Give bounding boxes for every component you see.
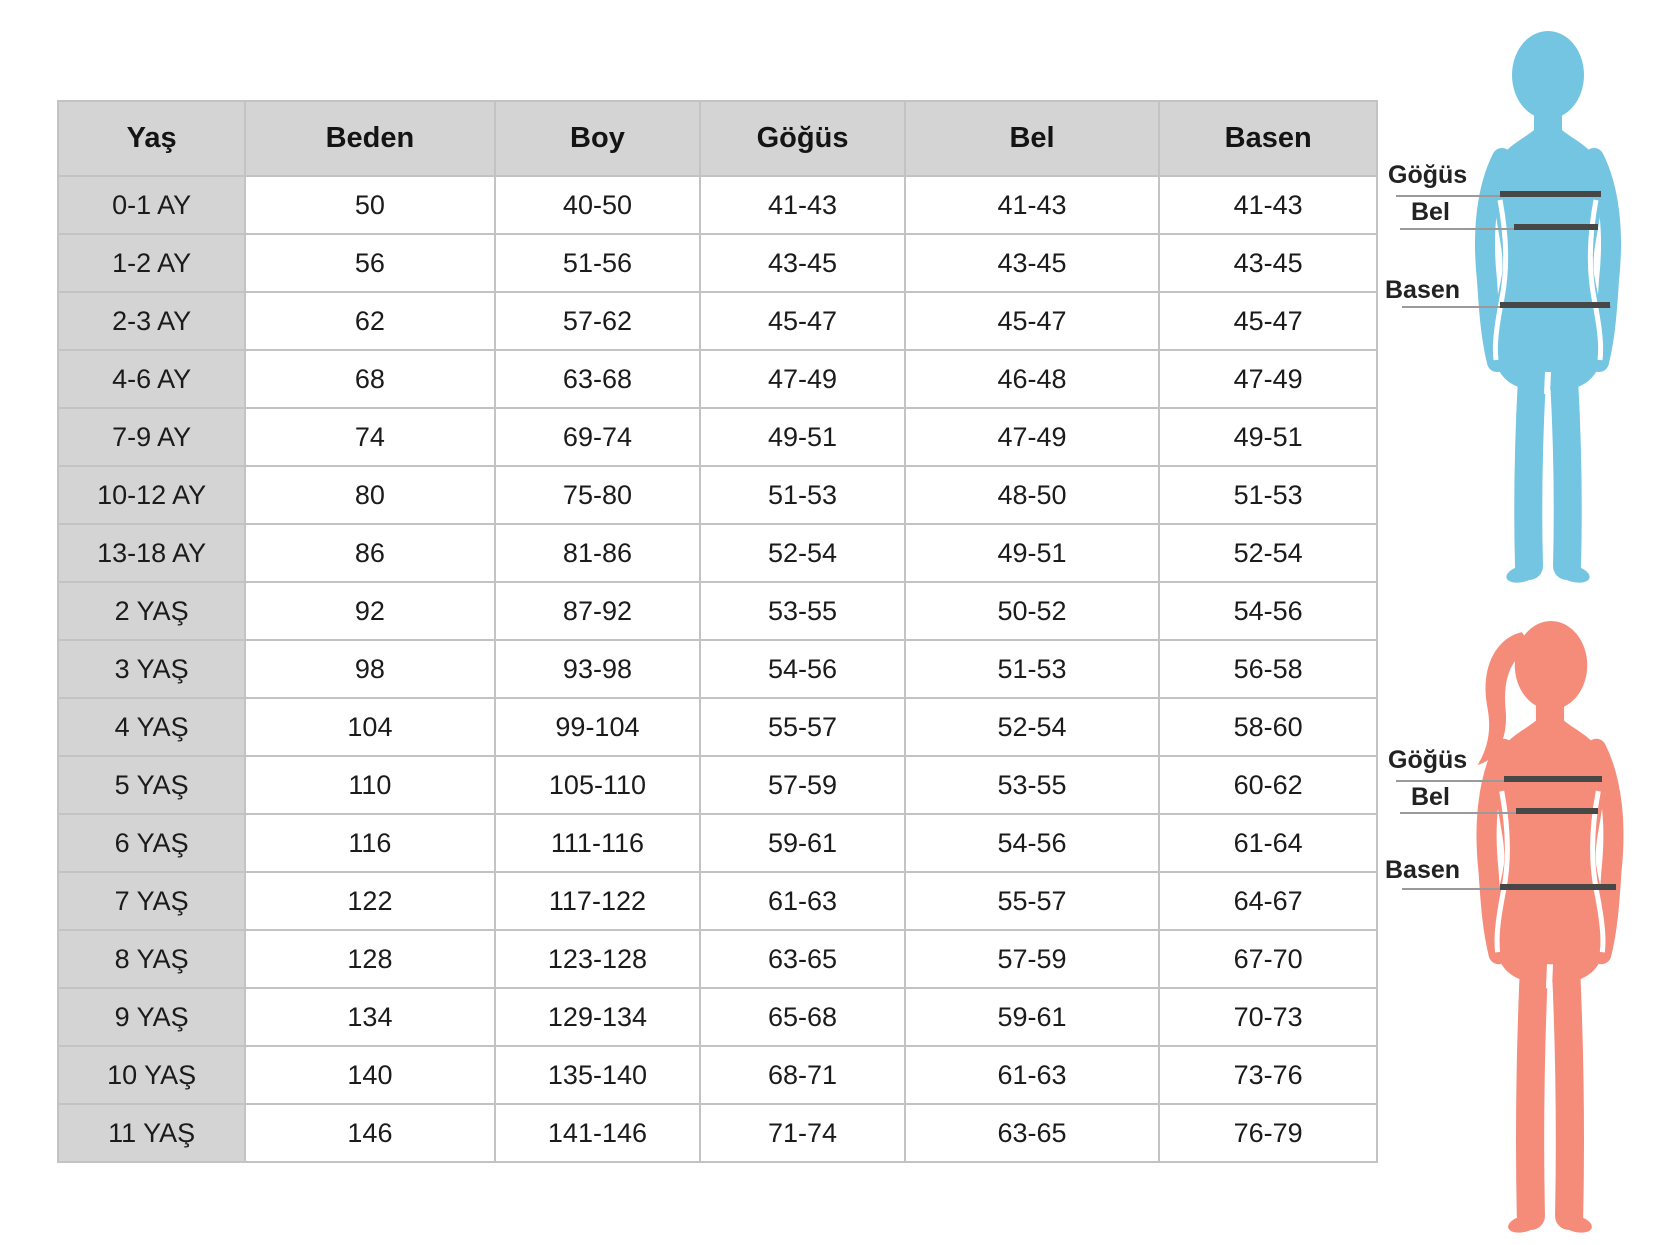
value-cell: 70-73 [1159, 988, 1377, 1046]
value-cell: 110 [245, 756, 494, 814]
blue-body-silhouette [1448, 28, 1648, 588]
value-cell: 93-98 [495, 640, 701, 698]
value-cell: 76-79 [1159, 1104, 1377, 1162]
pink-waist-label: Bel [1411, 783, 1450, 811]
table-row [58, 234, 1377, 292]
age-cell: 4 YAŞ [58, 698, 245, 756]
value-cell: 61-63 [700, 872, 904, 930]
value-cell: 43-45 [1159, 234, 1377, 292]
age-cell: 11 YAŞ [58, 1104, 245, 1162]
value-cell: 55-57 [700, 698, 904, 756]
age-cell: 5 YAŞ [58, 756, 245, 814]
value-cell: 61-63 [905, 1046, 1160, 1104]
blue-waist-line-thick [1514, 224, 1598, 230]
value-cell: 50-52 [905, 582, 1160, 640]
value-cell: 135-140 [495, 1046, 701, 1104]
value-cell: 54-56 [700, 640, 904, 698]
value-cell: 41-43 [1159, 176, 1377, 234]
value-cell: 57-59 [905, 930, 1160, 988]
value-cell: 68 [245, 350, 494, 408]
value-cell: 43-45 [905, 234, 1160, 292]
column-header-5: Bel [905, 101, 1160, 176]
value-cell: 49-51 [905, 524, 1160, 582]
age-cell: 6 YAŞ [58, 814, 245, 872]
value-cell: 60-62 [1159, 756, 1377, 814]
value-cell: 43-45 [700, 234, 904, 292]
column-header-2: Beden [245, 101, 494, 176]
table-row [58, 930, 1377, 988]
value-cell: 68-71 [700, 1046, 904, 1104]
blue-chest-label: Göğüs [1388, 161, 1468, 189]
value-cell: 116 [245, 814, 494, 872]
value-cell: 41-43 [905, 176, 1160, 234]
value-cell: 64-67 [1159, 872, 1377, 930]
value-cell: 117-122 [495, 872, 701, 930]
age-cell: 9 YAŞ [58, 988, 245, 1046]
value-cell: 51-56 [495, 234, 701, 292]
value-cell: 47-49 [1159, 350, 1377, 408]
value-cell: 123-128 [495, 930, 701, 988]
value-cell: 52-54 [1159, 524, 1377, 582]
value-cell: 122 [245, 872, 494, 930]
value-cell: 105-110 [495, 756, 701, 814]
age-cell: 10-12 AY [58, 466, 245, 524]
age-cell: 10 YAŞ [58, 1046, 245, 1104]
age-cell: 3 YAŞ [58, 640, 245, 698]
value-cell: 40-50 [495, 176, 701, 234]
value-cell: 51-53 [700, 466, 904, 524]
value-cell: 63-65 [700, 930, 904, 988]
pink-hip-label: Basen [1385, 856, 1461, 884]
value-cell: 51-53 [1159, 466, 1377, 524]
value-cell: 58-60 [1159, 698, 1377, 756]
value-cell: 62 [245, 292, 494, 350]
blue-body-shape [1485, 31, 1611, 586]
value-cell: 46-48 [905, 350, 1160, 408]
value-cell: 54-56 [1159, 582, 1377, 640]
table-row [58, 988, 1377, 1046]
age-cell: 2 YAŞ [58, 582, 245, 640]
value-cell: 49-51 [700, 408, 904, 466]
value-cell: 53-55 [700, 582, 904, 640]
value-cell: 50 [245, 176, 494, 234]
table-row [58, 1104, 1377, 1162]
value-cell: 140 [245, 1046, 494, 1104]
table-row [58, 698, 1377, 756]
value-cell: 81-86 [495, 524, 701, 582]
value-cell: 59-61 [905, 988, 1160, 1046]
value-cell: 98 [245, 640, 494, 698]
pink-waist-line-thick [1516, 808, 1598, 814]
value-cell: 74 [245, 408, 494, 466]
column-header-4: Göğüs [700, 101, 904, 176]
value-cell: 146 [245, 1104, 494, 1162]
value-cell: 99-104 [495, 698, 701, 756]
value-cell: 45-47 [1159, 292, 1377, 350]
value-cell: 134 [245, 988, 494, 1046]
value-cell: 55-57 [905, 872, 1160, 930]
age-cell: 0-1 AY [58, 176, 245, 234]
blue-waist-label: Bel [1411, 198, 1450, 226]
age-cell: 1-2 AY [58, 234, 245, 292]
table-row [58, 292, 1377, 350]
table-row [58, 872, 1377, 930]
value-cell: 128 [245, 930, 494, 988]
value-cell: 80 [245, 466, 494, 524]
pink-chest-line-thick [1504, 776, 1602, 782]
value-cell: 53-55 [905, 756, 1160, 814]
size-table-body [58, 176, 1377, 1162]
value-cell: 71-74 [700, 1104, 904, 1162]
value-cell: 49-51 [1159, 408, 1377, 466]
table-row [58, 408, 1377, 466]
size-chart-header [58, 101, 1377, 176]
value-cell: 104 [245, 698, 494, 756]
age-cell: 2-3 AY [58, 292, 245, 350]
age-cell: 8 YAŞ [58, 930, 245, 988]
blue-chest-line-thick [1500, 191, 1601, 197]
size-chart-table [57, 100, 1378, 1163]
value-cell: 48-50 [905, 466, 1160, 524]
table-row [58, 640, 1377, 698]
value-cell: 65-68 [700, 988, 904, 1046]
value-cell: 141-146 [495, 1104, 701, 1162]
table-row [58, 350, 1377, 408]
table-row [58, 582, 1377, 640]
value-cell: 45-47 [905, 292, 1160, 350]
column-header-1: Yaş [58, 101, 245, 176]
value-cell: 67-70 [1159, 930, 1377, 988]
value-cell: 59-61 [700, 814, 904, 872]
pink-body-silhouette [1448, 616, 1652, 1240]
pink-chest-label: Göğüs [1388, 746, 1468, 774]
age-cell: 13-18 AY [58, 524, 245, 582]
value-cell: 56 [245, 234, 494, 292]
age-cell: 7 YAŞ [58, 872, 245, 930]
blue-hip-label: Basen [1385, 276, 1461, 304]
column-header-6: Basen [1159, 101, 1377, 176]
header-row [58, 101, 1377, 176]
value-cell: 45-47 [700, 292, 904, 350]
value-cell: 92 [245, 582, 494, 640]
value-cell: 111-116 [495, 814, 701, 872]
value-cell: 69-74 [495, 408, 701, 466]
value-cell: 56-58 [1159, 640, 1377, 698]
table-row [58, 1046, 1377, 1104]
table-row [58, 524, 1377, 582]
value-cell: 54-56 [905, 814, 1160, 872]
value-cell: 57-62 [495, 292, 701, 350]
blue-hip-line-thick [1500, 302, 1610, 308]
value-cell: 63-68 [495, 350, 701, 408]
value-cell: 57-59 [700, 756, 904, 814]
value-cell: 47-49 [905, 408, 1160, 466]
value-cell: 73-76 [1159, 1046, 1377, 1104]
table-row [58, 176, 1377, 234]
pink-hip-line-thick [1500, 884, 1616, 890]
value-cell: 47-49 [700, 350, 904, 408]
column-header-3: Boy [495, 101, 701, 176]
value-cell: 41-43 [700, 176, 904, 234]
value-cell: 51-53 [905, 640, 1160, 698]
table-row [58, 756, 1377, 814]
age-cell: 7-9 AY [58, 408, 245, 466]
value-cell: 129-134 [495, 988, 701, 1046]
table-row [58, 466, 1377, 524]
value-cell: 87-92 [495, 582, 701, 640]
age-cell: 4-6 AY [58, 350, 245, 408]
value-cell: 61-64 [1159, 814, 1377, 872]
value-cell: 86 [245, 524, 494, 582]
value-cell: 63-65 [905, 1104, 1160, 1162]
value-cell: 75-80 [495, 466, 701, 524]
table-row [58, 814, 1377, 872]
value-cell: 52-54 [905, 698, 1160, 756]
value-cell: 52-54 [700, 524, 904, 582]
